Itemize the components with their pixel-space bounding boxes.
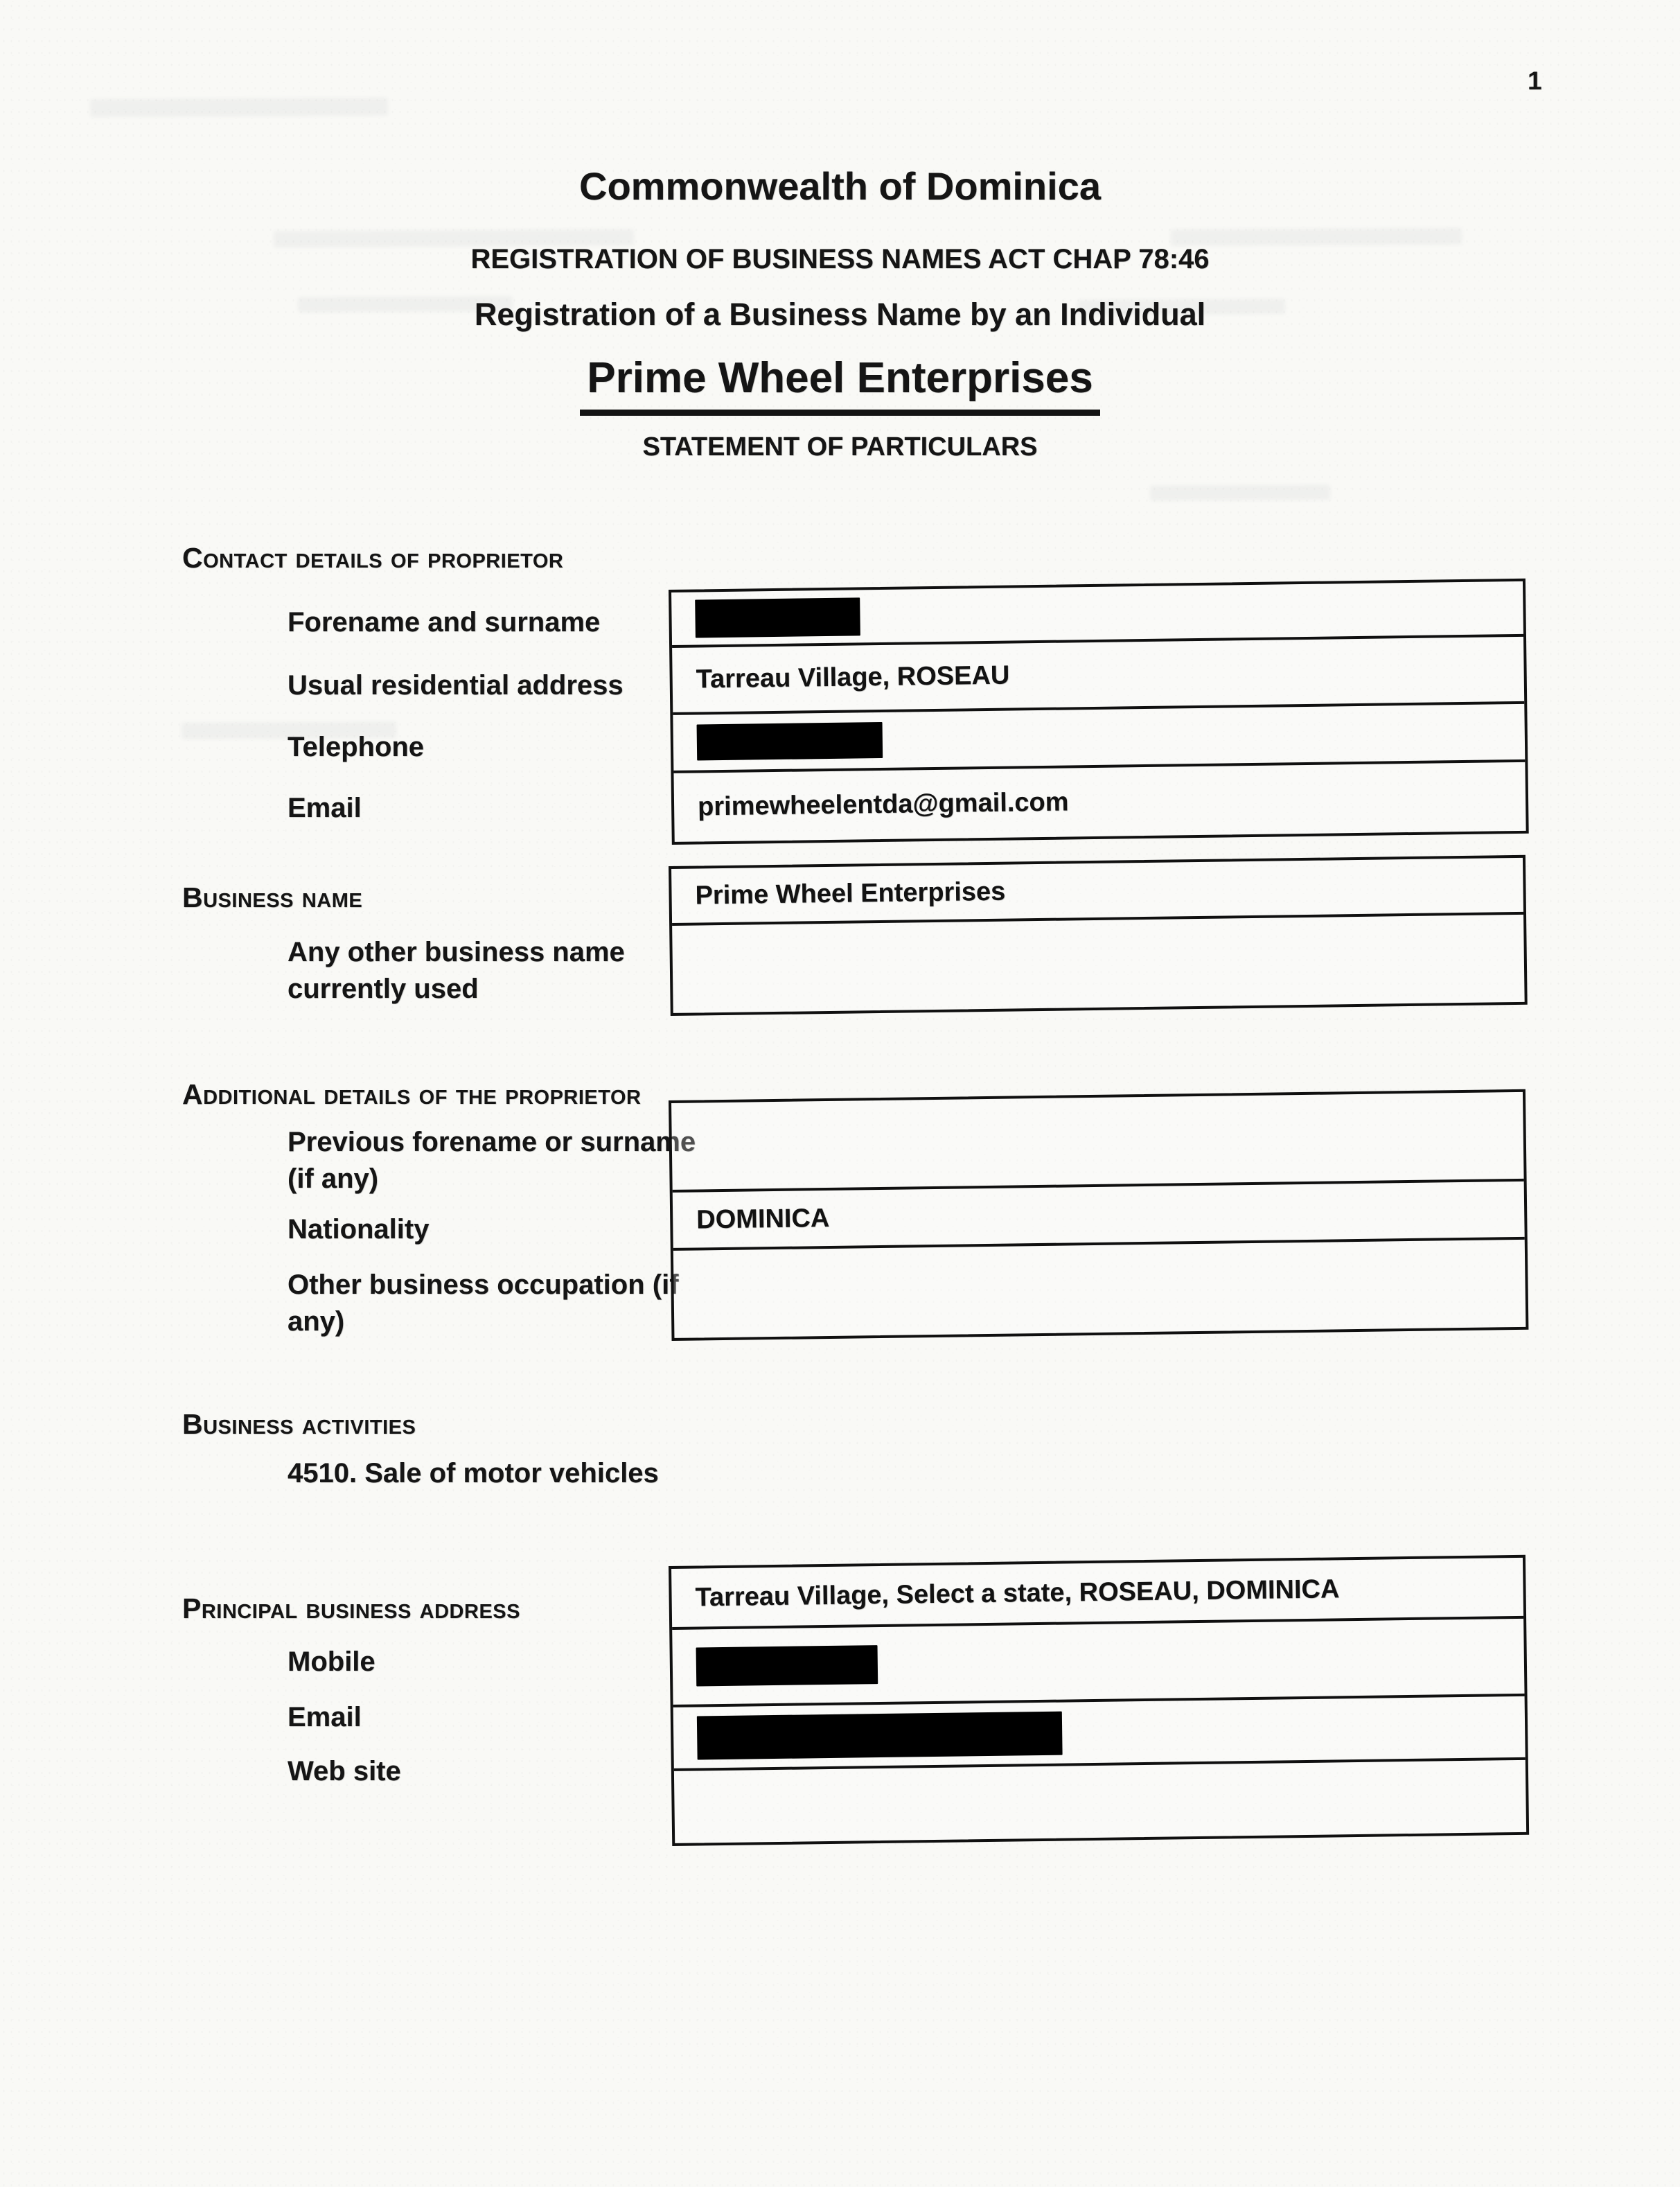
field-other-business-name xyxy=(672,915,1525,1013)
field-business-name xyxy=(671,858,1523,926)
label-other-business-occupation: Other business occupation (if any) xyxy=(288,1270,679,1337)
statement-subtitle: STATEMENT OF PARTICULARS xyxy=(642,432,1038,462)
label-previous-forename-surname: Previous forename or surname (if any) xyxy=(288,1127,696,1194)
field-principal-address xyxy=(671,1558,1523,1630)
value-business-activity: 4510. Sale of motor vehicles xyxy=(288,1458,659,1488)
redaction-bar-forename xyxy=(695,597,860,638)
label-web-site: Web site xyxy=(288,1756,401,1786)
field-other-business-occupation xyxy=(673,1240,1526,1338)
label-other-business-name: Any other business name currently used xyxy=(288,937,625,1004)
bleed-through-streak xyxy=(1150,484,1330,500)
redaction-bar-mobile xyxy=(696,1645,878,1686)
act-title: REGISTRATION OF BUSINESS NAMES ACT CHAP 78:46 xyxy=(470,244,1210,274)
value-principal-address: Tarreau Village, Select a state, ROSEAU, DOMINICA xyxy=(695,1574,1340,1612)
section-heading-business-activities: Business activities xyxy=(182,1408,416,1440)
business-name-table xyxy=(669,855,1528,1016)
field-nationality xyxy=(673,1182,1525,1251)
redaction-bar-principal-email xyxy=(697,1711,1063,1759)
label-forename-surname: Forename and surname xyxy=(288,607,601,638)
field-previous-forename-surname xyxy=(671,1092,1524,1193)
label-nationality: Nationality xyxy=(288,1214,430,1245)
label-telephone: Telephone xyxy=(288,732,425,762)
contact-details-table xyxy=(669,579,1529,845)
bleed-through-streak xyxy=(90,98,388,117)
value-usual-residential-address: Tarreau Village, ROSEAU xyxy=(696,660,1010,694)
section-heading-principal-business-address: Principal business address xyxy=(182,1592,520,1624)
page-title: Commonwealth of Dominica xyxy=(579,164,1101,208)
value-business-name: Prime Wheel Enterprises xyxy=(695,877,1006,910)
label-principal-email: Email xyxy=(288,1702,362,1732)
label-mobile: Mobile xyxy=(288,1646,375,1677)
value-contact-email: primewheelentda@gmail.com xyxy=(697,787,1069,822)
business-name-title xyxy=(0,353,1680,416)
business-name-title-text: Prime Wheel Enterprises xyxy=(580,353,1100,416)
page-number: 1 xyxy=(1528,67,1542,95)
field-web-site xyxy=(674,1760,1526,1843)
field-mobile xyxy=(672,1619,1524,1707)
form-type-title: Registration of a Business Name by an Individual xyxy=(474,297,1206,332)
field-telephone xyxy=(673,704,1525,773)
field-principal-email xyxy=(673,1696,1526,1771)
principal-business-address-table xyxy=(669,1555,1529,1846)
redaction-bar-telephone xyxy=(697,722,883,761)
section-heading-business-name: Business name xyxy=(182,881,363,913)
section-heading-additional-details: Additional details of the proprietor xyxy=(182,1078,642,1110)
additional-details-table xyxy=(669,1089,1528,1341)
label-usual-residential-address: Usual residential address xyxy=(288,670,624,701)
label-contact-email: Email xyxy=(288,793,362,823)
field-contact-email xyxy=(673,762,1526,842)
field-usual-residential-address xyxy=(672,637,1524,715)
value-nationality: DOMINICA xyxy=(696,1203,830,1234)
section-heading-contact-details: Contact details of proprietor xyxy=(182,542,564,574)
